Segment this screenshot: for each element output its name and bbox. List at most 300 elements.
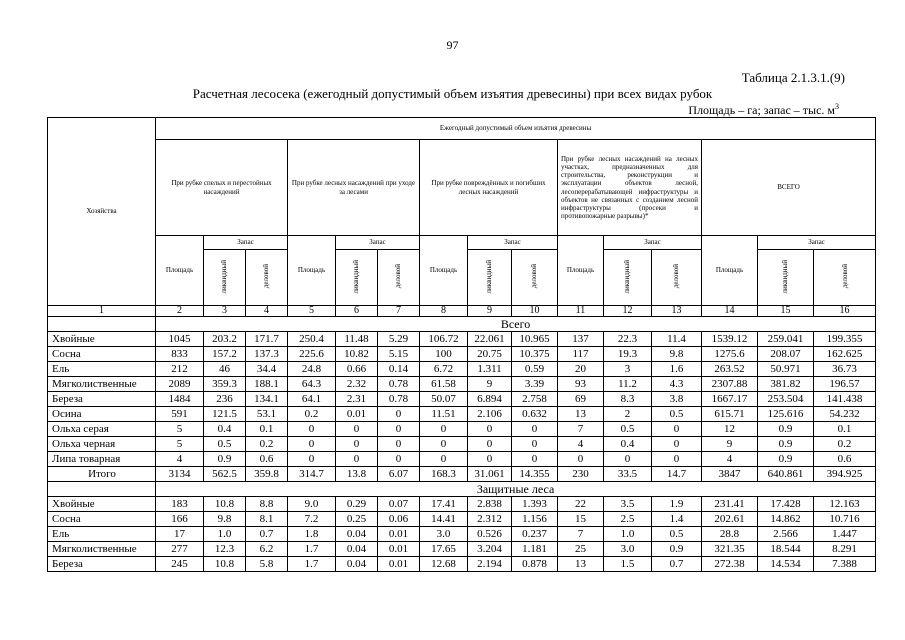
table-cell: 231.41 (702, 497, 758, 512)
table-cell: 208.07 (758, 347, 814, 362)
table-cell: 0.5 (652, 527, 702, 542)
header-liquid (468, 250, 512, 306)
column-number: 10 (512, 306, 558, 317)
column-number: 13 (652, 306, 702, 317)
species-name: Береза (48, 557, 156, 572)
table-cell: 6.2 (246, 542, 288, 557)
table-cell: 3.0 (604, 542, 652, 557)
header-liquid-text: ликвидный (485, 259, 494, 294)
header-group-infrastructure: При рубке лесных насаждений на лесных участках, предназначенных для строительства, реконструкции и эксплуатации объектов лесной, лесоперерабатывающей инфраструктуры и объектов не связанных с созданием лесной инфраструктуры (просеки и противопожарные разрывы)* (558, 140, 702, 236)
table-cell: 1.7 (288, 542, 336, 557)
table-total-row (48, 467, 876, 482)
header-stock: Запас (758, 236, 876, 250)
section-blank-cell (48, 482, 156, 497)
table-cell: 0.78 (378, 392, 420, 407)
table-cell: 14.41 (420, 512, 468, 527)
table-cell: 31.061 (468, 467, 512, 482)
table-cell: 2.194 (468, 557, 512, 572)
table-cell: 8.291 (814, 542, 876, 557)
table-cell: 230 (558, 467, 604, 482)
column-number: 4 (246, 306, 288, 317)
table-cell: 0 (420, 437, 468, 452)
table-cell: 8.8 (246, 497, 288, 512)
table-cell: 245 (156, 557, 204, 572)
table-cell: 10.8 (204, 557, 246, 572)
table-cell: 591 (156, 407, 204, 422)
table-cell: 10.82 (336, 347, 378, 362)
table-cell: 10.965 (512, 332, 558, 347)
table-cell: 0.04 (336, 542, 378, 557)
table-cell: 1.156 (512, 512, 558, 527)
page-number: 97 (446, 38, 459, 52)
table-cell: 277 (156, 542, 204, 557)
table-cell: 0.2 (246, 437, 288, 452)
table-row (48, 332, 876, 347)
table-cell: 0.1 (814, 422, 876, 437)
table-cell: 0.25 (336, 512, 378, 527)
table-cell: 12.163 (814, 497, 876, 512)
table-cell: 0.01 (378, 557, 420, 572)
table-cell: 381.82 (758, 377, 814, 392)
table-cell: 2.838 (468, 497, 512, 512)
header-stock: Запас (204, 236, 288, 250)
table-cell: 14.355 (512, 467, 558, 482)
table-cell: 0.5 (652, 407, 702, 422)
table-cell: 0.632 (512, 407, 558, 422)
table-cell: 1.4 (652, 512, 702, 527)
column-number: 15 (758, 306, 814, 317)
table-cell: 100 (420, 347, 468, 362)
table-cell: 2.758 (512, 392, 558, 407)
table-cell: 0.1 (246, 422, 288, 437)
header-liquid-text: ликвидный (352, 259, 361, 294)
table-cell: 562.5 (204, 467, 246, 482)
table-cell: 18.544 (758, 542, 814, 557)
table-cell: 28.8 (702, 527, 758, 542)
table-cell: 9.8 (204, 512, 246, 527)
table-cell: 188.1 (246, 377, 288, 392)
table-cell: 1539.12 (702, 332, 758, 347)
table-cell: 1.0 (604, 527, 652, 542)
table-cell: 259.041 (758, 332, 814, 347)
header-liquid (336, 250, 378, 306)
table-cell: 615.71 (702, 407, 758, 422)
table-cell: 7 (558, 422, 604, 437)
table-cell: 13 (558, 557, 604, 572)
units-superscript: 3 (835, 102, 839, 111)
header-area: Площадь (702, 236, 758, 306)
table-cell: 0.4 (604, 437, 652, 452)
table-cell: 314.7 (288, 467, 336, 482)
column-number: 1 (48, 306, 156, 317)
table-cell: 46 (204, 362, 246, 377)
table-cell: 168.3 (420, 467, 468, 482)
table-cell: 0.04 (336, 557, 378, 572)
table-cell: 203.2 (204, 332, 246, 347)
table-cell: 0.7 (652, 557, 702, 572)
species-name: Ольха черная (48, 437, 156, 452)
table-cell: 0 (288, 437, 336, 452)
table-cell: 12.3 (204, 542, 246, 557)
table-cell: 53.1 (246, 407, 288, 422)
table-cell: 212 (156, 362, 204, 377)
table-cell: 2.312 (468, 512, 512, 527)
table-cell: 1.311 (468, 362, 512, 377)
table-cell: 1.5 (604, 557, 652, 572)
section-header-row (48, 482, 876, 497)
species-name: Сосна (48, 347, 156, 362)
table-row (48, 557, 876, 572)
table-cell: 17.65 (420, 542, 468, 557)
table-cell: 0 (420, 452, 468, 467)
table-cell: 25 (558, 542, 604, 557)
table-cell: 6.72 (420, 362, 468, 377)
table-cell: 272.38 (702, 557, 758, 572)
column-number-row (48, 306, 876, 317)
table-cell: 14.862 (758, 512, 814, 527)
table-cell: 1484 (156, 392, 204, 407)
header-stock: Запас (468, 236, 558, 250)
table-cell: 10.8 (204, 497, 246, 512)
table-cell: 0.4 (204, 422, 246, 437)
header-business (652, 250, 702, 306)
header-liquid (204, 250, 246, 306)
table-row (48, 347, 876, 362)
table-cell: 250.4 (288, 332, 336, 347)
table-cell: 0.2 (288, 407, 336, 422)
table-row (48, 542, 876, 557)
header-liquid-text: ликвидный (623, 259, 632, 294)
column-number: 11 (558, 306, 604, 317)
table-row (48, 527, 876, 542)
table-cell: 4.3 (652, 377, 702, 392)
table-cell: 0 (378, 422, 420, 437)
table-cell: 7.2 (288, 512, 336, 527)
species-name: Ель (48, 527, 156, 542)
table-cell: 69 (558, 392, 604, 407)
column-number: 12 (604, 306, 652, 317)
table-cell: 93 (558, 377, 604, 392)
table-cell: 0.14 (378, 362, 420, 377)
section-title: Всего (156, 317, 876, 332)
table-cell: 0 (336, 452, 378, 467)
table-cell: 0 (420, 422, 468, 437)
table-title: Расчетная лесосека (ежегодный допустимый объем изъятия древесины) при всех видах рубок (192, 86, 713, 101)
table-cell: 2.5 (604, 512, 652, 527)
table-body (48, 317, 876, 572)
table-cell: 199.355 (814, 332, 876, 347)
table-row (48, 437, 876, 452)
table-cell: 196.57 (814, 377, 876, 392)
header-stock: Запас (604, 236, 702, 250)
table-cell: 0.29 (336, 497, 378, 512)
table-cell: 34.4 (246, 362, 288, 377)
table-cell: 5 (156, 437, 204, 452)
table-cell: 11.2 (604, 377, 652, 392)
species-name: Липа товарная (48, 452, 156, 467)
header-area: Площадь (156, 236, 204, 306)
table-cell: 0 (288, 452, 336, 467)
header-area: Площадь (420, 236, 468, 306)
table-cell: 0 (378, 452, 420, 467)
species-name: Итого (48, 467, 156, 482)
table-cell: 3.8 (652, 392, 702, 407)
table-cell: 1.7 (288, 557, 336, 572)
table-cell: 0.07 (378, 497, 420, 512)
table-cell: 253.504 (758, 392, 814, 407)
table-cell: 10.375 (512, 347, 558, 362)
table-cell: 359.3 (204, 377, 246, 392)
table-cell: 0.2 (814, 437, 876, 452)
units-text: Площадь – га; запас – тыс. м (688, 103, 835, 117)
table-cell: 1275.6 (702, 347, 758, 362)
table-cell: 13.8 (336, 467, 378, 482)
table-cell: 24.8 (288, 362, 336, 377)
table-cell: 3134 (156, 467, 204, 482)
table-cell: 0.9 (204, 452, 246, 467)
table-cell: 121.5 (204, 407, 246, 422)
table-cell: 0.9 (652, 542, 702, 557)
table-cell: 2 (604, 407, 652, 422)
table-cell: 22.3 (604, 332, 652, 347)
table-cell: 0 (512, 452, 558, 467)
table-cell: 1.0 (204, 527, 246, 542)
table-cell: 4 (558, 437, 604, 452)
species-name: Хвойные (48, 332, 156, 347)
table-cell: 0.878 (512, 557, 558, 572)
table-cell: 22.061 (468, 332, 512, 347)
table-cell: 0 (468, 437, 512, 452)
header-group-damaged: При рубке повреждённых и погибших лесных насаждений (420, 140, 558, 236)
table-cell: 236 (204, 392, 246, 407)
table-cell: 11.4 (652, 332, 702, 347)
table-cell: 0.5 (604, 422, 652, 437)
table-cell: 0.5 (204, 437, 246, 452)
table-cell: 7 (558, 527, 604, 542)
column-number: 5 (288, 306, 336, 317)
table-cell: 359.8 (246, 467, 288, 482)
table-cell: 8.1 (246, 512, 288, 527)
table-cell: 5.15 (378, 347, 420, 362)
header-business-text: деловой (262, 264, 271, 289)
table-cell: 0.01 (378, 527, 420, 542)
table-cell: 166 (156, 512, 204, 527)
column-number: 9 (468, 306, 512, 317)
table-cell: 10.716 (814, 512, 876, 527)
table-cell: 0.04 (336, 527, 378, 542)
table-cell: 0 (558, 452, 604, 467)
table-cell: 1.393 (512, 497, 558, 512)
table-cell: 117 (558, 347, 604, 362)
table-cell: 0 (468, 422, 512, 437)
species-name: Ель (48, 362, 156, 377)
table-cell: 20.75 (468, 347, 512, 362)
table-cell: 202.61 (702, 512, 758, 527)
table-cell: 0 (652, 422, 702, 437)
table-cell: 12 (702, 422, 758, 437)
table-cell: 1045 (156, 332, 204, 347)
table-cell: 321.35 (702, 542, 758, 557)
table-cell: 0.237 (512, 527, 558, 542)
table-cell: 8.3 (604, 392, 652, 407)
table-cell: 7.388 (814, 557, 876, 572)
table-cell: 106.72 (420, 332, 468, 347)
table-cell: 14.534 (758, 557, 814, 572)
section-blank-cell (48, 317, 156, 332)
table-cell: 9 (468, 377, 512, 392)
species-name: Хвойные (48, 497, 156, 512)
table-row (48, 422, 876, 437)
table-cell: 0.6 (246, 452, 288, 467)
column-number: 8 (420, 306, 468, 317)
table-cell: 17.41 (420, 497, 468, 512)
table-cell: 50.07 (420, 392, 468, 407)
table-row (48, 377, 876, 392)
table-cell: 15 (558, 512, 604, 527)
table-cell: 225.6 (288, 347, 336, 362)
header-stock: Запас (336, 236, 420, 250)
table-cell: 4 (156, 452, 204, 467)
table-cell: 0 (652, 452, 702, 467)
column-number: 6 (336, 306, 378, 317)
table-row (48, 392, 876, 407)
table-cell: 0.01 (378, 542, 420, 557)
table-cell: 22 (558, 497, 604, 512)
table-cell: 157.2 (204, 347, 246, 362)
units-note (688, 102, 839, 118)
header-business (512, 250, 558, 306)
column-number: 3 (204, 306, 246, 317)
table-cell: 1.8 (288, 527, 336, 542)
table-row (48, 512, 876, 527)
table-cell: 0 (336, 437, 378, 452)
table-cell: 50.971 (758, 362, 814, 377)
table-cell: 137.3 (246, 347, 288, 362)
table-cell: 2.31 (336, 392, 378, 407)
header-business-text: деловой (840, 264, 849, 289)
table-cell: 0.6 (814, 452, 876, 467)
table-cell: 0 (468, 452, 512, 467)
table-row (48, 497, 876, 512)
table-cell: 33.5 (604, 467, 652, 482)
header-group-total: ВСЕГО (702, 140, 876, 236)
table-cell: 171.7 (246, 332, 288, 347)
table-cell: 14.7 (652, 467, 702, 482)
table-cell: 9.8 (652, 347, 702, 362)
header-farm: Хозяйства (48, 118, 156, 306)
table-cell: 134.1 (246, 392, 288, 407)
section-header-row (48, 317, 876, 332)
table-row (48, 407, 876, 422)
header-business-text: деловой (672, 264, 681, 289)
table-cell: 2.566 (758, 527, 814, 542)
table-cell: 3.39 (512, 377, 558, 392)
table-cell: 833 (156, 347, 204, 362)
table-cell: 5 (156, 422, 204, 437)
table-cell: 0 (288, 422, 336, 437)
table-cell: 0.7 (246, 527, 288, 542)
column-number: 14 (702, 306, 758, 317)
table-cell: 36.73 (814, 362, 876, 377)
table-cell: 2.106 (468, 407, 512, 422)
column-number: 16 (814, 306, 876, 317)
table-cell: 0 (512, 422, 558, 437)
table-cell: 0 (604, 452, 652, 467)
table-cell: 0 (378, 407, 420, 422)
table-cell: 0 (336, 422, 378, 437)
header-business-text: деловой (394, 264, 403, 289)
header-business (378, 250, 420, 306)
table-cell: 125.616 (758, 407, 814, 422)
table-cell: 141.438 (814, 392, 876, 407)
column-number: 7 (378, 306, 420, 317)
table-cell: 3.0 (420, 527, 468, 542)
table-cell: 64.3 (288, 377, 336, 392)
table-cell: 1.181 (512, 542, 558, 557)
header-area: Площадь (558, 236, 604, 306)
section-title: Защитные леса (156, 482, 876, 497)
table-cell: 3.5 (604, 497, 652, 512)
table-cell: 2.32 (336, 377, 378, 392)
table-cell: 640.861 (758, 467, 814, 482)
header-liquid-text: ликвидный (781, 259, 790, 294)
table-cell: 5.29 (378, 332, 420, 347)
species-name: Сосна (48, 512, 156, 527)
table-cell: 0.66 (336, 362, 378, 377)
column-number: 2 (156, 306, 204, 317)
table-row (48, 362, 876, 377)
species-name: Мягколиственные (48, 377, 156, 392)
table-cell: 61.58 (420, 377, 468, 392)
table-cell: 0.78 (378, 377, 420, 392)
table-cell: 137 (558, 332, 604, 347)
table-cell: 394.925 (814, 467, 876, 482)
species-name: Ольха серая (48, 422, 156, 437)
allowable-cut-table (47, 117, 876, 572)
table-cell: 12.68 (420, 557, 468, 572)
table-cell: 0.9 (758, 422, 814, 437)
table-cell: 4 (702, 452, 758, 467)
header-business (246, 250, 288, 306)
header-group-mature: При рубке спелых и перестойных насаждений (156, 140, 288, 236)
table-cell: 0 (512, 437, 558, 452)
species-name: Мягколиственные (48, 542, 156, 557)
species-name: Береза (48, 392, 156, 407)
table-cell: 0.526 (468, 527, 512, 542)
table-cell: 5.8 (246, 557, 288, 572)
table-cell: 183 (156, 497, 204, 512)
table-cell: 0 (378, 437, 420, 452)
header-liquid (604, 250, 652, 306)
table-cell: 54.232 (814, 407, 876, 422)
table-cell: 3 (604, 362, 652, 377)
header-liquid-text: ликвидный (220, 259, 229, 294)
table-cell: 1.9 (652, 497, 702, 512)
table-cell: 11.48 (336, 332, 378, 347)
header-business (814, 250, 876, 306)
table-cell: 162.625 (814, 347, 876, 362)
header-liquid (758, 250, 814, 306)
header-area: Площадь (288, 236, 336, 306)
header-business-text: деловой (530, 264, 539, 289)
table-cell: 11.51 (420, 407, 468, 422)
table-row (48, 452, 876, 467)
table-cell: 0.06 (378, 512, 420, 527)
table-cell: 1.6 (652, 362, 702, 377)
table-cell: 6.07 (378, 467, 420, 482)
table-cell: 0.9 (758, 437, 814, 452)
table-id: Таблица 2.1.3.1.(9) (741, 70, 845, 85)
